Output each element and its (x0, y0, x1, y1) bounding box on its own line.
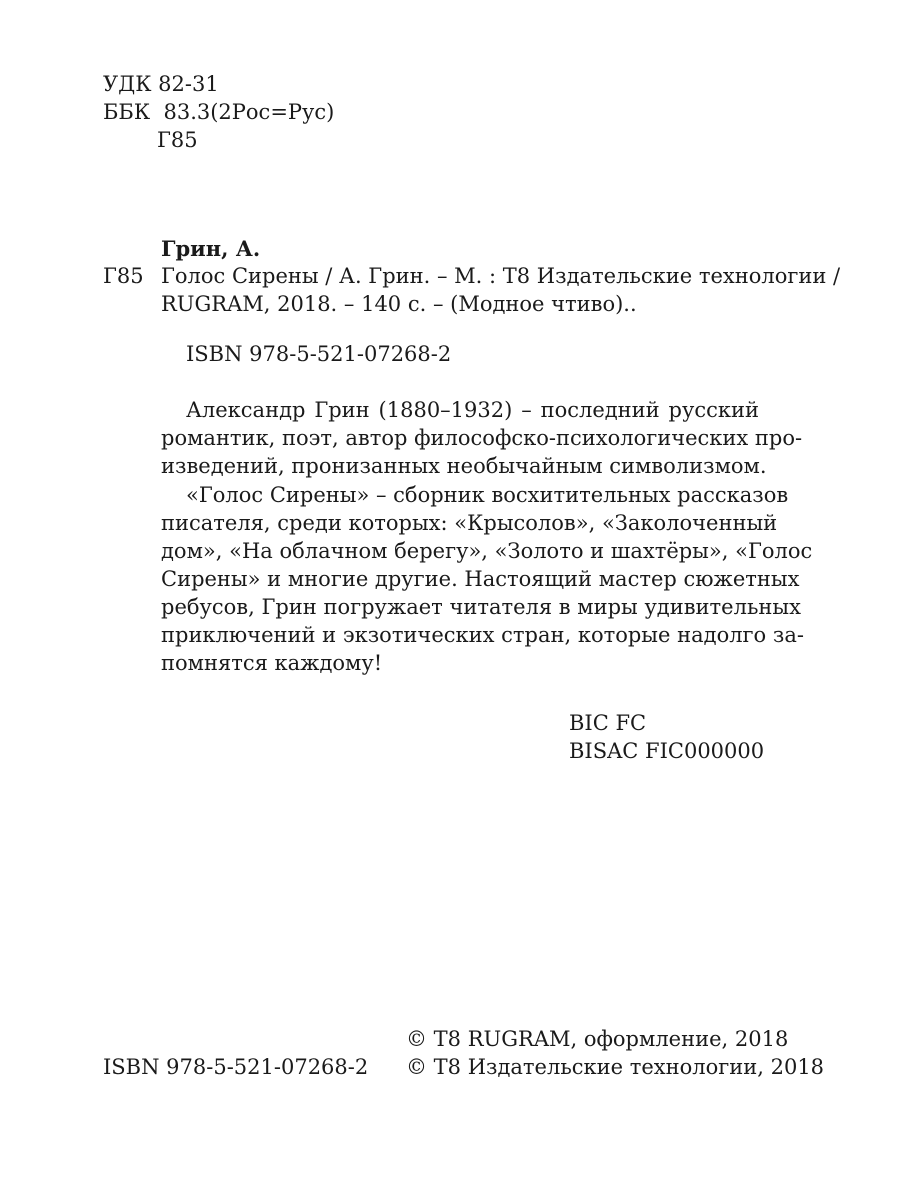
annotation-line: романтик, поэт, автор философско-психологических про- (161, 426, 803, 450)
copyright-line: © Т8 Издательские технологии, 2018 (406, 1055, 825, 1079)
annotation-line: писателя, среди которых: «Крысолов», «Заколоченный (161, 511, 778, 535)
annotation-line: изведений, пронизанных необычайным символизмом. (161, 454, 767, 478)
annotation-line: Александр Грин (1880–1932) – последний русский (186, 398, 759, 422)
bic-code: BIC FC (569, 711, 647, 735)
record-line: RUGRAM, 2018. – 140 с. – (Модное чтиво).. (161, 292, 637, 316)
author-mark: Г85 (157, 128, 198, 152)
copyright-line: © Т8 RUGRAM, оформление, 2018 (406, 1027, 789, 1051)
annotation-line: Сирены» и многие другие. Настоящий мастер сюжетных (161, 567, 800, 591)
udk-code: УДК 82-31 (103, 72, 219, 96)
annotation-line: дом», «На облачном берегу», «Золото и шахтёры», «Голос (161, 539, 813, 563)
annotation-line: помнятся каждому! (161, 651, 383, 675)
bisac-code: BISAC FIC000000 (569, 739, 765, 763)
annotation-line: «Голос Сирены» – сборник восхитительных рассказов (186, 483, 789, 507)
catalog-isbn: ISBN 978-5-521-07268-2 (186, 342, 452, 366)
record-line: Голос Сирены / А. Грин. – М. : Т8 Издательские технологии / (161, 264, 841, 288)
author-name: Грин, А. (161, 236, 261, 261)
annotation-line: ребусов, Грин погружает читателя в миры удивительных (161, 595, 801, 619)
bbk-code: ББК 83.3(2Рос=Рус) (103, 100, 335, 124)
footer-isbn: ISBN 978-5-521-07268-2 (103, 1055, 369, 1079)
annotation-line: приключений и экзотических стран, которые надолго за- (161, 623, 804, 647)
catalog-author-mark: Г85 (103, 264, 144, 288)
